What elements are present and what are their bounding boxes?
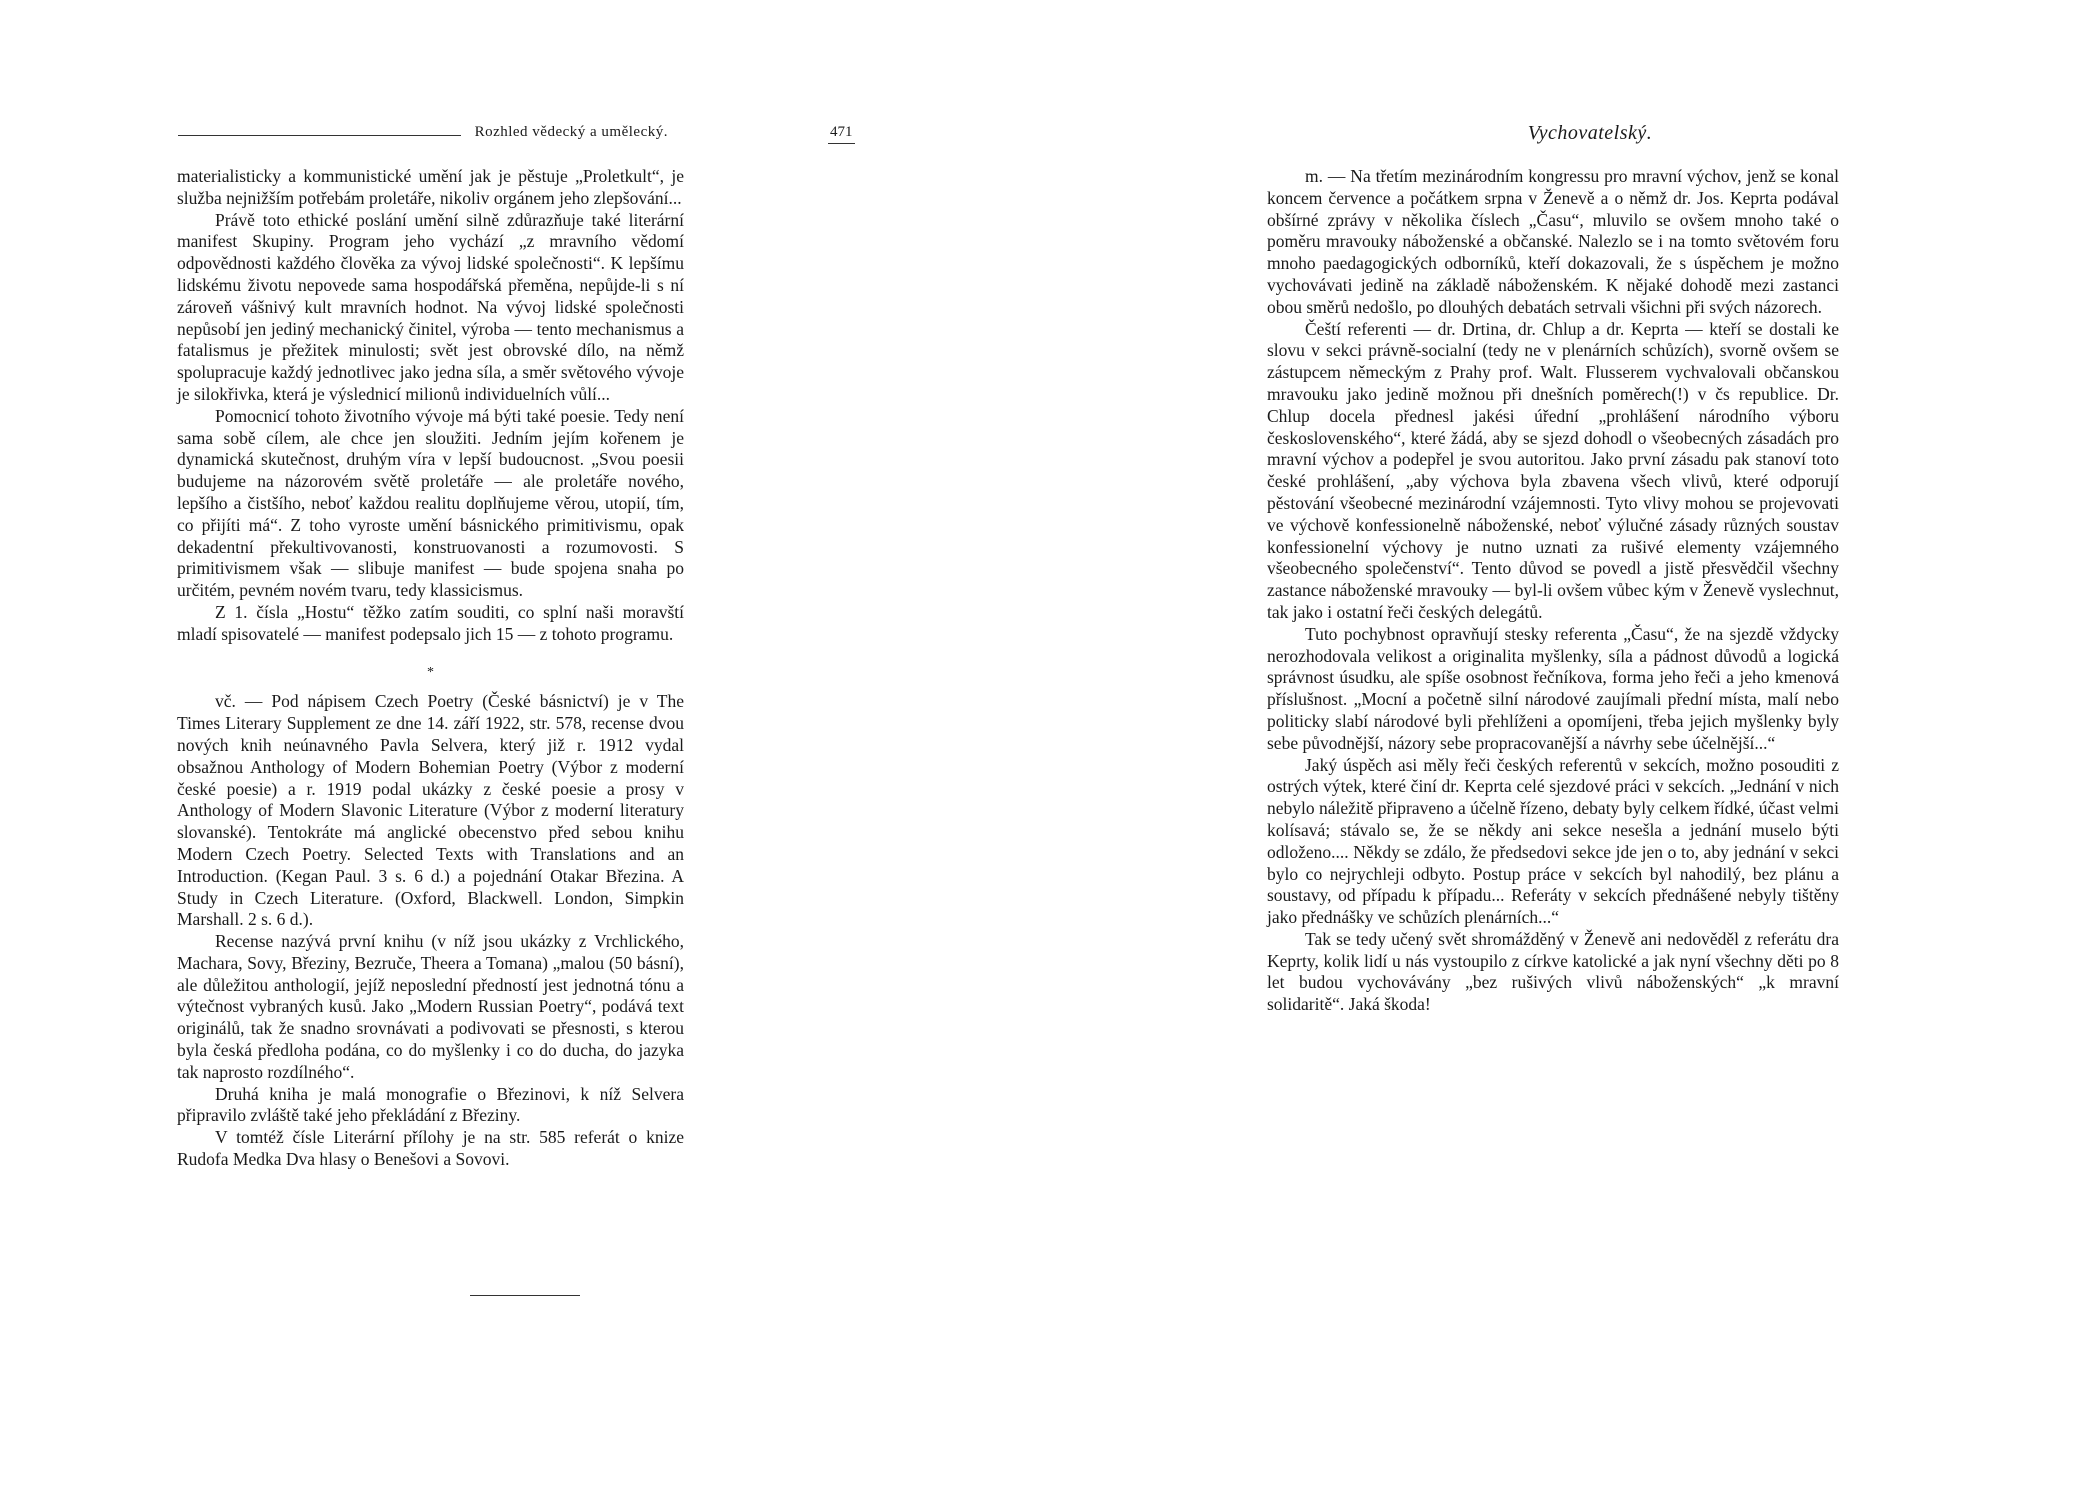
right-page: [1045, 0, 2090, 1500]
paragraph: m. — Na třetím mezinárodním kongressu pro mravní výchov, jenž se konal koncem července a počátkem srpna v Ženevě a o němž dr. Jos. Keprta podával obšírné zprávy v několika číslech „Času“, mluvilo se ovšem mnoho také o poměru mravouky náboženské a občanské. Nalezlo se i na tomto světovém foru mnoho paedagogických odborníků, kteří dokazovali, že s úspěchem je možno vychovávati jedině na základě náboženském. K nějaké dohodě mezi zastanci obou směrů nedošlo, po dlouhých debatách setrvali všichni při svých názorech.: [1267, 166, 1839, 317]
paragraph: Tak se tedy učený svět shromážděný v Ženevě ani nedověděl z referátu dra Keprty, kolik lidí u nás vystoupilo z církve katolické a jak nyní všechny děti po 8 let budou vychovávány „bez rušivých vlivů náboženských“ „k mravní solidaritě“. Jaká škoda!: [1267, 928, 1839, 1015]
paragraph: Z 1. čísla „Hostu“ těžko zatím souditi, co splní naši moravští mladí spisovatelé — manifest podepsalo jich 15 — z tohoto programu.: [177, 601, 684, 644]
paragraph: Druhá kniha je malá monografie o Březinovi, k níž Selvera připravilo zvláště také jeho překládání z Březiny.: [177, 1083, 684, 1126]
left-column: [177, 166, 684, 1171]
paragraph: vč. — Pod nápisem Czech Poetry (České básnictví) je v The Times Literary Supplement ze dne 14. září 1922, str. 578, recense dvou nových knih neúnavného Pavla Selvera, který již r. 1912 vydal obsažnou Anthology of Modern Bohemian Poetry (Výbor z moderní české poesie) a r. 1919 podal ukázky z české poesie a prosy v Anthology of Modern Slavonic Literature (Výbor z moderní literatury slovanské). Tentokráte má anglické obecenstvo před sebou knihu Modern Czech Poetry. Selected Texts with Translations and an Introduction. (Kegan Paul. 3 s. 6 d.) a pojednání Otakar Březina. A Study in Czech Literature. (Oxford, Blackwell. London, Simpkin Marshall. 2 s. 6 d.).: [177, 691, 684, 930]
right-running-title: Vychovatelský.: [1527, 122, 1653, 144]
header-rule: [178, 135, 461, 136]
paragraph: Čeští referenti — dr. Drtina, dr. Chlup a dr. Keprta — kteří se dostali ke slovu v sekci právně-socialní (tedy ne v plenárních schůzích), svorně ovšem se zástupcem německým z Prahy prof. Walt. Flusserem vychvalovali občanskou mravouku jako jedině možnou při dnešních poměrech(!) v čs republice. Dr. Chlup docela přednesl jakési úřední „prohlášení národního výboru československého“, které žádá, aby se sjezd dohodl o všeobecných zásadách pro mravní výchov a podepřel je svou autoritou. Jako první zásadu pak stanoví toto české prohlášení, „aby výchova byla zbavena všech vlivů, které odporují pěstování všeobecné mezinárodní vzájemnosti. Tyto vlivy mohou se projevovati ve výchově konfessionelně náboženské, neboť výlučné zásady různých soustav konfessionelní výchovy je nutno uznati za rušivé elementy vzájemného všeobecného společenství“. Tento důvod se povedl a jistě přesvědčil všechny zastance náboženské mravouky — byl-li ovšem vůbec kým v Ženevě vyslechnut, tak jako i ostatní řeči českých delegátů.: [1267, 318, 1839, 622]
section-separator: *: [427, 664, 434, 680]
paragraph: Tuto pochybnost opravňují stesky referenta „Času“, že na sjezdě vždycky nerozhodovala velikost a originalita myšlenky, síla a pádnost důvodů a logická správnost úsudku, ale spíše osobnost řečníkova, forma jeho řeči a jeho kmenová příslušnost. „Mocní a početně silní národové zaujímali přední místa, malí nebo politicky slabí národové byli přehlíženi a opomíjeni, třeba jejich myšlenky byly sebe původnější, názory sebe propracovanější a návrhy sebe účelnější...“: [1267, 623, 1839, 753]
paragraph: Pomocnicí tohoto životního vývoje má býti také poesie. Tedy není sama sobě cílem, ale chce jen sloužiti. Jedním jejím kořenem je dynamická skutečnost, druhým víra v lepší budoucnost. „Svou poesii budujeme na názorovém světě proletáře — ale proletáře nového, lepšího a čistšího, neboť každou realitu doplňujeme věrou, utopií, tím, co přijíti má“. Z toho vyroste umění básnického primitivismu, opak dekadentní překultivovanosti, konstruovanosti a rozumovosti. S primitivismem však — slibuje manifest — bude spojena snaha po určitém, pevném novém tvaru, tedy klassicismus.: [177, 405, 684, 601]
left-running-title: Rozhled vědecký a umělecký.: [474, 124, 668, 140]
end-rule: [470, 1295, 580, 1296]
right-column: [1267, 166, 1839, 1016]
paragraph: V tomtéž čísle Literární přílohy je na str. 585 referát o knize Rudofa Medka Dva hlasy o Benešovi a Sovovi.: [177, 1127, 684, 1170]
paragraph: Jaký úspěch asi měly řeči českých referentů v sekcích, možno posouditi z ostrých výtek, které činí dr. Keprta celé sjezdové práci v sekcích. „Jednání v nich nebylo náležitě připraveno a účelně řízeno, debaty byly celkem řídké, účast velmi kolísavá; stávalo se, že se někdy ani sekce nesešla a jednání muselo býti odloženo.... Někdy se zdálo, že předsedovi sekce jde jen o to, aby jednání v sekci bylo co nejrychleji odbyto. Postup práce v sekcích byl nahodilý, bez plánu a soustavy, od případu k případu... Referáty v sekcích přednášené nebyly tištěny jako přednášky ve schůzích plenárních...“: [1267, 754, 1839, 928]
left-running-header: [178, 124, 853, 141]
paragraph: Právě toto ethické poslání umění silně zdůrazňuje také literární manifest Skupiny. Program jeho vychází „z mravního vědomí odpovědnosti každého člověka za vývoj lidské společnosti“. K lepšímu lidskému životu nepovede sama hospodářská přeměna, nepůjde-li s ní zároveň vášnivý kult mravních hodnot. Na vývoj lidské společnosti nepůsobí jen jediný mechanický činitel, výroba — tento mechanismus a fatalismus je přežitek minulosti; svět jest obrovské dílo, na němž spolupracuje každý jednotlivec jako jedna síla, a směr světového vývoje je silokřivka, která je výslednicí milionů individuelních vůlí...: [177, 209, 684, 404]
paragraph: Recense nazývá první knihu (v níž jsou ukázky z Vrchlického, Machara, Sovy, Březiny, Bezruče, Theera a Tomana) „malou (50 básní), ale důležitou anthologií, jejíž neposlední předností jest jednotná tónu a výtečnost vybraných kusů. Jako „Modern Russian Poetry“, podává text originálů, tak že snadno srovnávati a podivovati se přesnosti, s kterou byla česká předloha podána, co do myšlenky i co do ducha, do jazyka tak naprosto rozdílného“.: [177, 931, 684, 1082]
page-number: 471: [828, 124, 855, 144]
paragraph: materialisticky a kommunistické umění jak je pěstuje „Proletkult“, je služba nejnižším potřebám proletáře, nikoliv orgánem jeho zlepšování...: [177, 166, 684, 208]
